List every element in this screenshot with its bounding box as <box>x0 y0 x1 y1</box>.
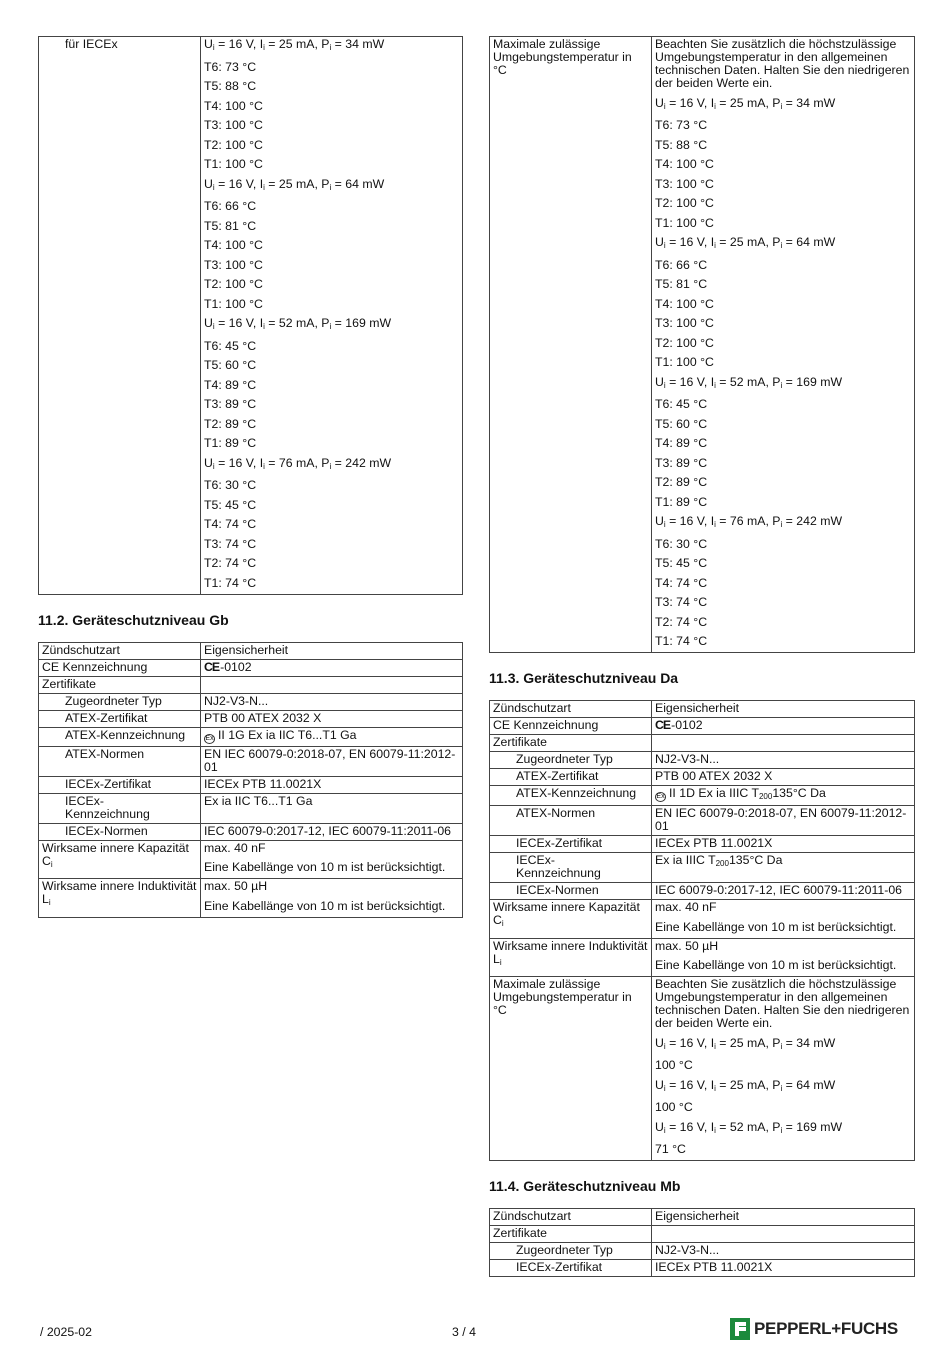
value-line: T4: 89 °C <box>204 377 257 392</box>
row-value: PTB 00 ATEX 2032 X <box>652 769 915 786</box>
row-value <box>652 938 915 977</box>
ce-mark-icon: CE <box>655 718 671 732</box>
right-column <box>489 36 915 1277</box>
row-key: ATEX-Zertifikat <box>490 769 652 786</box>
ex-hexagon-icon: Ex <box>656 793 665 800</box>
row-key: Zertifikate <box>490 1226 652 1243</box>
value-line: T4: 100 °C <box>655 296 714 311</box>
value-line: $U_i = 16$ V, $I_i = 76$ mA, $P_i = 242$ mW <box>204 455 392 471</box>
value-line: T5: 88 °C <box>655 137 708 152</box>
value-line: T4: 100 °C <box>204 98 263 113</box>
value-line: T1: 74 °C <box>204 575 257 590</box>
value-line: T6: 73 °C <box>655 118 708 132</box>
row-value <box>201 840 463 879</box>
value-line: T2: 74 °C <box>204 556 257 570</box>
table-row <box>490 853 915 883</box>
table-row <box>490 786 915 806</box>
row-value: PTB 00 ATEX 2032 X <box>201 710 463 727</box>
ex-hexagon-icon: Ex <box>205 734 214 742</box>
temperature-note: Beachten Sie zusätzlich die höchstzulässige Umgebungstemperatur in den allgemeinen technischen Daten. Halten Sie den niedrigeren der beiden Werte ein. <box>655 37 910 90</box>
value-line: T2: 100 °C <box>655 196 714 210</box>
value-line: T5: 88 °C <box>204 79 257 93</box>
value-line: T5: 81 °C <box>204 218 257 233</box>
value-line: T4: 100 °C <box>655 157 714 171</box>
value-line: $U_i = 16$ V, $I_i = 52$ mA, $P_i = 169$ mW <box>204 316 392 331</box>
row-key: IECEx-Zertifikat <box>39 776 201 793</box>
section-title-da: 11.3. Geräteschutzniveau Da <box>489 670 679 686</box>
value-line: T1: 74 °C <box>655 634 708 648</box>
row-key: CE Kennzeichnung <box>490 718 652 735</box>
row-value: IECEx PTB 11.0021X <box>652 836 915 853</box>
value-note: Eine Kabellänge von 10 m ist berücksichtigt. <box>204 898 446 913</box>
value-line: $U_i = 16$ V, $I_i = 52$ mA, $P_i = 169$ mW <box>655 1119 843 1135</box>
row-value: CE-0102 <box>201 659 463 676</box>
value-line: $U_i = 16$ V, $I_i = 25$ mA, $P_i = 64$ mW <box>655 235 836 250</box>
row-value: Ex II 1G Ex ia IIC T6...T1 Ga <box>201 727 463 746</box>
value-line: $U_i = 16$ V, $I_i = 76$ mA, $P_i = 242$ mW <box>655 514 843 529</box>
row-key: CE Kennzeichnung <box>39 659 201 676</box>
value-line: T2: 100 °C <box>204 137 263 152</box>
value-note: Eine Kabellänge von 10 m ist berücksichtigt. <box>655 919 897 934</box>
value-line: T3: 89 °C <box>655 455 708 470</box>
table-row <box>490 718 915 735</box>
table-row <box>39 840 463 879</box>
pepperl-fuchs-logo <box>730 1318 898 1340</box>
table-row <box>490 883 915 900</box>
value-line: $U_i = 16$ V, $I_i = 52$ mA, $P_i = 169$ mW <box>655 374 843 390</box>
value-note: Eine Kabellänge von 10 m ist berücksichtigt. <box>204 860 446 874</box>
row-value <box>201 879 463 918</box>
row-key: Zertifikate <box>490 735 652 752</box>
da-table <box>489 700 915 1161</box>
value-line: max. 50 µH <box>204 879 268 893</box>
table-row <box>490 1260 915 1277</box>
value-line: T2: 100 °C <box>204 277 263 291</box>
row-value: Ex ia IIIC $T_{200}135^\circ C$ Da <box>652 853 915 883</box>
row-value: IECEx PTB 11.0021X <box>201 776 463 793</box>
value-line: T2: 74 °C <box>655 614 708 629</box>
value-line: max. 40 nF <box>655 900 717 914</box>
table-row <box>39 659 463 676</box>
brand-name: PEPPERL+FUCHS <box>754 1319 898 1338</box>
row-key: IECEx-Zertifikat <box>490 1260 652 1277</box>
row-key: IECEx-Normen <box>490 883 652 900</box>
row-key: IECEx- Kennzeichnung <box>39 793 201 823</box>
table-row <box>490 769 915 786</box>
table-row <box>490 752 915 769</box>
row-value: IEC 60079-0:2017-12, IEC 60079-11:2011-06 <box>201 823 463 840</box>
table-row <box>490 735 915 752</box>
value-line: T1: 100 °C <box>655 215 714 230</box>
value-line: T6: 45 °C <box>204 338 257 353</box>
row-key: ATEX-Normen <box>39 746 201 776</box>
row-key: Zündschutzart <box>490 701 652 718</box>
value-line: T1: 100 °C <box>204 157 263 171</box>
value-line: T3: 100 °C <box>655 316 714 330</box>
row-key: Wirksame innere Induktivität $L_i$ <box>490 938 652 977</box>
value-line: $U_i = 16$ V, $I_i = 25$ mA, $P_i = 64$ mW <box>655 1077 836 1093</box>
value-line: T5: 60 °C <box>655 416 708 431</box>
value-line: Beachten Sie zusätzlich die höchstzulässige Umgebungstemperatur in den allgemeinen technischen Daten. Halten Sie den niedrigeren der beiden Werte ein. <box>655 977 910 1030</box>
row-value: Eigensicherheit <box>652 701 915 718</box>
table-key: Maximale zulässige Umgebungstemperatur in °C <box>490 37 652 653</box>
table-row <box>39 823 463 840</box>
row-key: IECEx-Zertifikat <box>490 836 652 853</box>
value-line: T3: 74 °C <box>204 536 257 551</box>
table-row <box>490 1209 915 1226</box>
row-key: Wirksame innere Kapazität $C_i$ <box>39 840 201 879</box>
value-line: T4: 74 °C <box>204 517 257 531</box>
table-value <box>652 37 915 653</box>
table-row <box>490 900 915 939</box>
value-line: 71 °C <box>655 1142 686 1156</box>
row-value: IECEx PTB 11.0021X <box>652 1260 915 1277</box>
table-row <box>490 1243 915 1260</box>
ce-mark-icon: CE <box>204 659 220 674</box>
value-line: T6: 30 °C <box>204 478 257 492</box>
value-line: max. 50 µH <box>655 938 719 953</box>
row-value: CE-0102 <box>652 718 915 735</box>
table-row <box>39 642 463 659</box>
value-line: 100 °C <box>655 1058 693 1072</box>
section-title-mb: 11.4. Geräteschutzniveau Mb <box>489 1178 681 1194</box>
value-line: T2: 100 °C <box>655 335 714 350</box>
row-key: Zündschutzart <box>490 1209 652 1226</box>
row-value <box>201 676 463 693</box>
table-row <box>39 793 463 823</box>
footer-date: / 2025-02 <box>40 1325 92 1339</box>
table-row <box>490 938 915 977</box>
value-line: T1: 100 °C <box>204 296 263 311</box>
pf-logo-icon <box>730 1318 750 1340</box>
row-key: Zündschutzart <box>39 642 201 659</box>
row-key: Wirksame innere Induktivität $L_i$ <box>39 879 201 918</box>
table-row <box>490 836 915 853</box>
value-line: T3: 74 °C <box>655 595 708 609</box>
row-value: Eigensicherheit <box>201 642 463 659</box>
row-key: IECEx- Kennzeichnung <box>490 853 652 883</box>
value-line: max. 40 nF <box>204 840 266 855</box>
row-value <box>652 977 915 1161</box>
value-line: T4: 74 °C <box>655 575 708 590</box>
value-line: T6: 73 °C <box>204 59 257 74</box>
table-value <box>201 37 463 595</box>
table-row <box>39 676 463 693</box>
value-line: $U_i = 16$ V, $I_i = 25$ mA, $P_i = 34$ mW <box>655 95 836 111</box>
value-line: $U_i = 16$ V, $I_i = 25$ mA, $P_i = 34$ mW <box>655 1035 836 1051</box>
row-value: NJ2-V3-N... <box>201 693 463 710</box>
left-column <box>38 36 463 918</box>
table-row <box>39 710 463 727</box>
value-line: T5: 45 °C <box>655 556 708 570</box>
value-line: T4: 89 °C <box>655 436 708 450</box>
section-title-gb: 11.2. Geräteschutzniveau Gb <box>38 611 229 628</box>
row-value: Ex ia IIC T6...T1 Ga <box>201 793 463 823</box>
row-value: EN IEC 60079-0:2018-07, EN 60079-11:2012-01 <box>201 746 463 776</box>
row-value: Ex II 1D Ex ia IIIC $T_{200}135^\circ C$ Da <box>652 786 915 806</box>
row-value: EN IEC 60079-0:2018-07, EN 60079-11:2012-01 <box>652 806 915 836</box>
value-line: T2: 89 °C <box>204 416 257 431</box>
row-value: IEC 60079-0:2017-12, IEC 60079-11:2011-06 <box>652 883 915 900</box>
row-key: ATEX-Zertifikat <box>39 710 201 727</box>
row-key: ATEX-Normen <box>490 806 652 836</box>
table-row <box>490 977 915 1161</box>
row-key: ATEX-Kennzeichnung <box>490 786 652 806</box>
value-line: $U_i = 16$ V, $I_i = 25$ mA, $P_i = 64$ mW <box>204 176 385 192</box>
gb-table <box>38 642 463 918</box>
row-key: Maximale zulässige Umgebungstemperatur in °C <box>490 977 652 1161</box>
row-key: Zertifikate <box>39 676 201 693</box>
row-key: Zugeordneter Typ <box>490 752 652 769</box>
value-line: T6: 66 °C <box>655 257 708 272</box>
row-value: NJ2-V3-N... <box>652 752 915 769</box>
value-note: Eine Kabellänge von 10 m ist berücksichtigt. <box>655 958 897 972</box>
table-row <box>39 727 463 746</box>
value-line: T2: 89 °C <box>655 475 708 489</box>
value-line: T6: 66 °C <box>204 199 257 213</box>
row-key: Wirksame innere Kapazität $C_i$ <box>490 900 652 939</box>
value-line: $U_i = 16$ V, $I_i = 25$ mA, $P_i = 34$ mW <box>204 37 385 52</box>
row-key: Zugeordneter Typ <box>39 693 201 710</box>
table-key: für IECEx <box>39 37 201 595</box>
row-value: Eigensicherheit <box>652 1209 915 1226</box>
row-value <box>652 900 915 939</box>
value-line: 100 °C <box>655 1100 693 1114</box>
table-row <box>490 806 915 836</box>
value-line: T4: 100 °C <box>204 238 263 252</box>
footer-page-number: 3 / 4 <box>452 1325 476 1339</box>
value-line: T5: 60 °C <box>204 358 257 372</box>
value-line: T3: 100 °C <box>204 257 263 272</box>
mb-table <box>489 1208 915 1277</box>
value-line: T1: 89 °C <box>655 494 708 509</box>
row-value <box>652 735 915 752</box>
table-row <box>39 776 463 793</box>
value-line: T3: 100 °C <box>655 176 714 191</box>
value-line: T5: 81 °C <box>655 277 708 291</box>
table-row <box>39 879 463 918</box>
value-line: T5: 45 °C <box>204 497 257 512</box>
value-line: T3: 89 °C <box>204 397 257 411</box>
table-row <box>490 701 915 718</box>
row-key: ATEX-Kennzeichnung <box>39 727 201 746</box>
table-row <box>490 1226 915 1243</box>
row-key: Zugeordneter Typ <box>490 1243 652 1260</box>
row-value: NJ2-V3-N... <box>652 1243 915 1260</box>
table-row <box>39 746 463 776</box>
value-line: T6: 45 °C <box>655 397 708 411</box>
value-line: T1: 89 °C <box>204 436 257 450</box>
value-line: T1: 100 °C <box>655 355 714 369</box>
row-key: IECEx-Normen <box>39 823 201 840</box>
table-row <box>39 693 463 710</box>
iecex-temperature-table <box>38 36 463 595</box>
value-line: T6: 30 °C <box>655 536 708 551</box>
max-temperature-table <box>489 36 915 653</box>
row-value <box>652 1226 915 1243</box>
value-line: T3: 100 °C <box>204 118 263 132</box>
